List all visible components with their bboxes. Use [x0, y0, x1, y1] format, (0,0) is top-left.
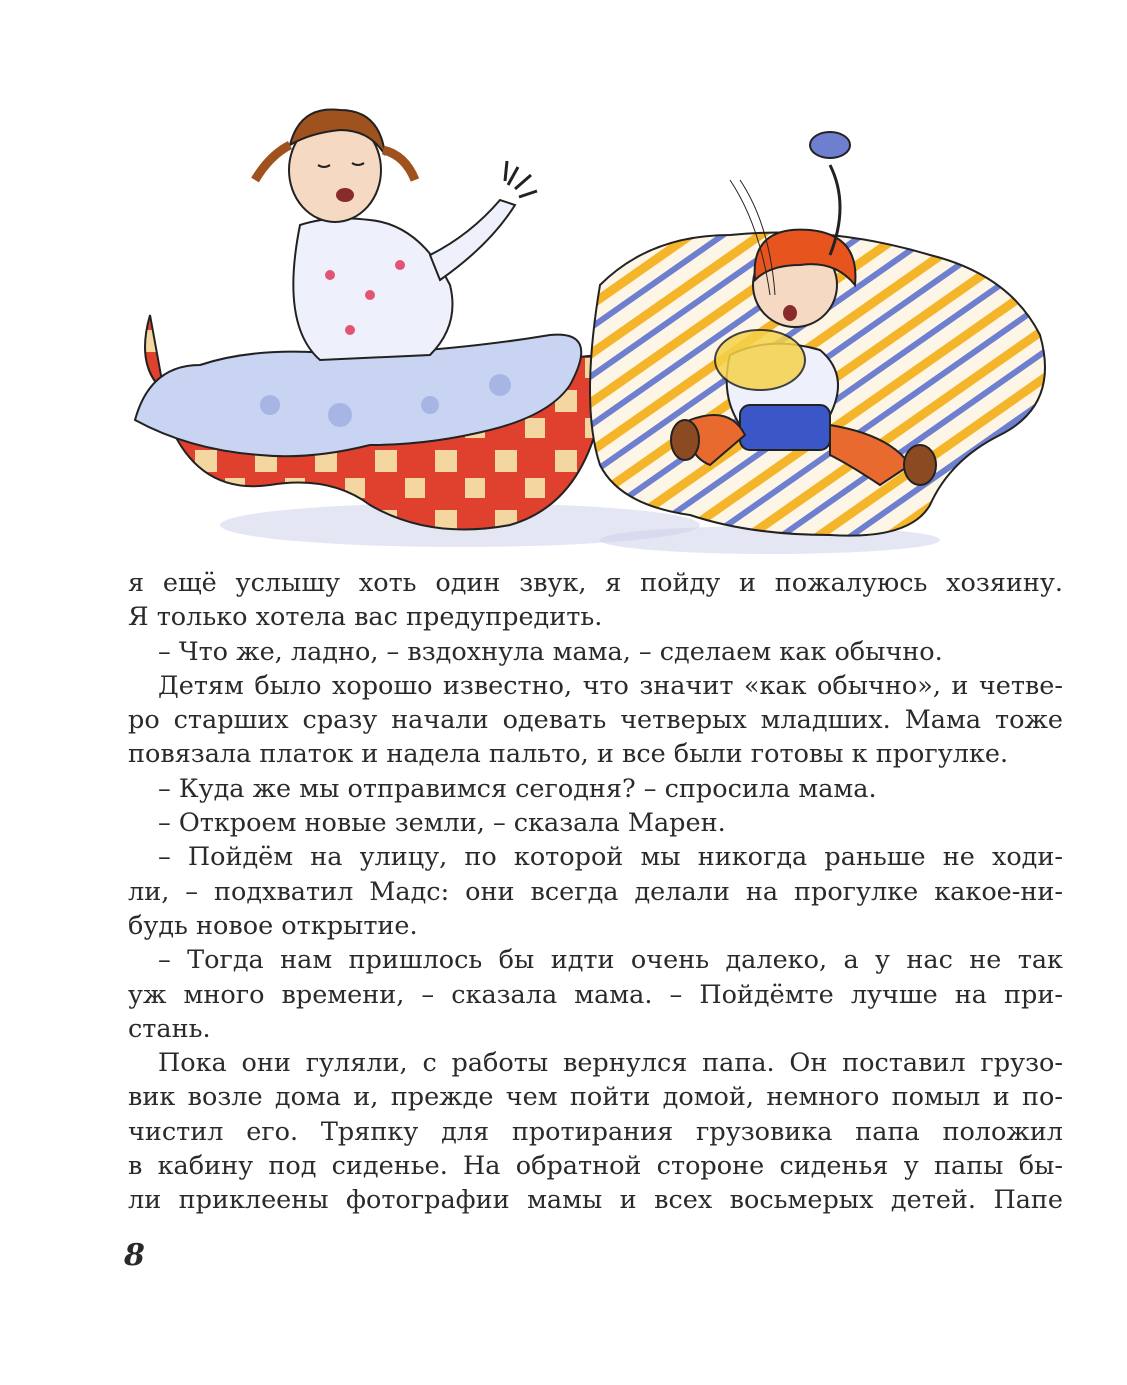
text-line: – Куда же мы отправимся сегодня? – спросила мама. [158, 773, 877, 804]
story-text [128, 566, 1063, 1218]
text-line: будь новое открытие. [128, 910, 418, 941]
text-line: стань. [128, 1013, 211, 1044]
story-illustration [130, 85, 1080, 555]
text-line: чистил его. Тряпку для протирания грузовика папа положил [128, 1116, 1063, 1147]
text-line: – Пойдём на улицу, по которой мы никогда раньше не ходи- [158, 842, 1063, 873]
text-line: ли приклеены фотографии мамы и всех восьмерых детей. Папе [128, 1185, 1063, 1216]
text-line: ро старших сразу начали одевать четверых младших. Мама тоже [128, 705, 1063, 736]
text-line: уж много времени, – сказала мама. – Пойдёмте лучше на при- [128, 979, 1063, 1010]
text-line: Я только хотела вас предупредить. [128, 602, 603, 633]
text-line: вик возле дома и, прежде чем пойти домой, немного помыл и по- [128, 1082, 1063, 1113]
text-line: в кабину под сиденье. На обратной стороне сиденья у папы бы- [128, 1151, 1063, 1182]
text-line: Детям было хорошо известно, что значит «как обычно», и четве- [158, 670, 1063, 701]
page-number: 8 [124, 1238, 145, 1273]
text-line: повязала платок и надела пальто, и все были готовы к прогулке. [128, 739, 1009, 770]
girl-figure [255, 109, 537, 360]
text-line: Пока они гуляли, с работы вернулся папа. Он поставил грузо- [158, 1048, 1063, 1079]
text-line: – Откроем новые земли, – сказала Марен. [158, 808, 726, 839]
text-line: я ещё услышу хоть один звук, я пойду и пожалуюсь хозяину. [128, 568, 1063, 598]
text-line: – Тогда нам пришлось бы идти очень далеко, а у нас не так [158, 945, 1063, 976]
text-line: – Что же, ладно, – вздохнула мама, – сделаем как обычно. [158, 636, 943, 667]
text-line: ли, – подхватил Мадс: они всегда делали на прогулке какое-ни- [128, 876, 1063, 907]
